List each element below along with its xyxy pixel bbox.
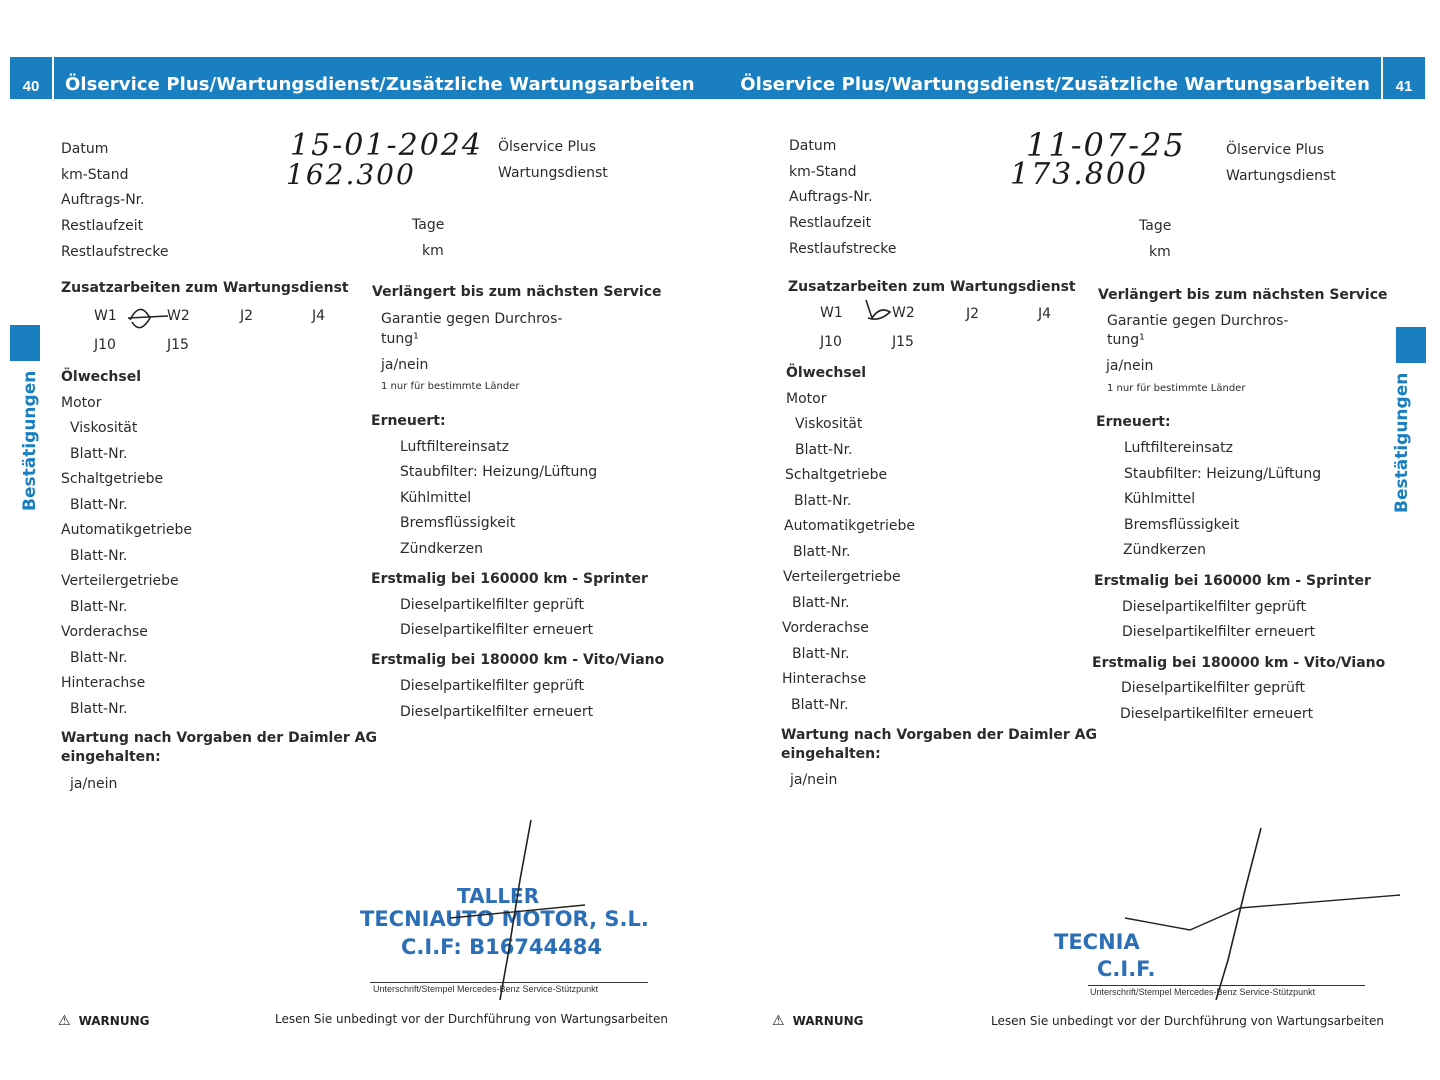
signature-caption: Unterschrift/Stempel Mercedes-Benz Service-Stützpunkt [1090,987,1316,997]
page-header [10,57,720,99]
daimler-answer: ja/nein [70,776,118,792]
erneuert-bremsfluessigkeit: Bremsflüssigkeit [1124,517,1240,533]
signature-caption: Unterschrift/Stempel Mercedes-Benz Service-Stützpunkt [373,984,599,994]
vito-dpf-geprueft: Dieselpartikelfilter geprüft [400,678,584,694]
oel-item-verteilergetriebe: Verteilergetriebe [61,573,179,589]
stamp-line-cif: C.I.F. [1097,957,1156,981]
option-j10: J10 [820,334,842,350]
checkmark-w1 [128,309,168,327]
erneuert-zuendkerzen: Zündkerzen [400,541,484,557]
unit-tage: Tage [412,217,445,233]
oel-item-hinterachse: Hinterachse [782,671,867,687]
oel-item-schaltgetriebe: Schaltgetriebe [785,467,888,483]
daimler-heading: Wartung nach Vorgaben der Daimler AG [781,727,1097,743]
garantie-label: Garantie gegen Durchros- [1107,313,1289,329]
daimler-heading-cont: eingehalten: [61,749,161,765]
side-tab-marker [10,325,40,361]
oel-item-blatt-nr: Blatt-Nr. [70,446,128,462]
oel-item-blatt-nr: Blatt-Nr. [70,497,128,513]
vito-heading: Erstmalig bei 180000 km - Vito/Viano [371,652,665,668]
erneuert-bremsfluessigkeit: Bremsflüssigkeit [400,515,516,531]
unit-tage: Tage [1139,218,1172,234]
oel-item-blatt-nr: Blatt-Nr. [70,548,128,564]
field-datum: Datum [61,141,109,157]
oel-item-vorderachse: Vorderachse [61,624,148,640]
option-w1: W1 [820,305,843,321]
signature-line [370,982,648,983]
oelwechsel-heading: Ölwechsel [61,369,142,385]
warning-notice [772,1013,863,1029]
zusatz-heading: Zusatzarbeiten zum Wartungsdienst [788,279,1076,295]
footnote: 1 nur für bestimmte Länder [1107,383,1246,394]
header-title: Ölservice Plus/Wartungsdienst/Zusätzliche Wartungsarbeiten [65,74,695,95]
erneuert-heading: Erneuert: [371,413,446,429]
garantie-answer: ja/nein [1106,358,1154,374]
erneuert-staubfilter: Staubfilter: Heizung/Lüftung [400,464,598,480]
handwritten-date: 11-07-25 [1026,126,1186,164]
oel-item-blatt-nr: Blatt-Nr. [794,493,852,509]
oel-item-blatt-nr: Blatt-Nr. [70,650,128,666]
garantie-answer: ja/nein [381,357,429,373]
signature-stroke [1216,828,1261,1000]
oel-item-verteilergetriebe: Verteilergetriebe [783,569,901,585]
sprinter-heading: Erstmalig bei 160000 km - Sprinter [371,571,648,587]
option-j4: J4 [1038,306,1052,322]
daimler-heading-cont: eingehalten: [781,746,881,762]
option-j2: J2 [966,306,980,322]
option-w2: W2 [167,308,190,324]
oel-item-motor: Motor [786,391,827,407]
service-oelservice-plus: Ölservice Plus [1226,142,1325,158]
stamp-line-taller: TALLER [457,884,540,908]
vito-dpf-erneuert: Dieselpartikelfilter erneuert [1120,706,1314,722]
erneuert-staubfilter: Staubfilter: Heizung/Lüftung [1124,466,1322,482]
oel-item-blatt-nr: Blatt-Nr. [70,599,128,615]
erneuert-kuehlmittel: Kühlmittel [1124,491,1196,507]
page-header [720,57,1425,99]
header-title: Ölservice Plus/Wartungsdienst/Zusätzliche Wartungsarbeiten [740,74,1370,95]
oel-item-motor: Motor [61,395,102,411]
verlaengert-heading: Verlängert bis zum nächsten Service [1098,287,1388,303]
erneuert-luftfilter: Luftfiltereinsatz [1124,440,1233,456]
warning-label: WARNUNG [792,1014,864,1028]
warning-notice [58,1013,149,1029]
sprinter-dpf-erneuert: Dieselpartikelfilter erneuert [1122,624,1316,640]
service-wartungsdienst: Wartungsdienst [498,165,608,181]
garantie-label: Garantie gegen Durchros- [381,311,563,327]
oel-item-viskositaet: Viskosität [795,416,863,432]
warning-label: WARNUNG [78,1014,150,1028]
checkmark-w1 [866,300,890,319]
handwritten-km: 173.800 [1010,157,1149,192]
option-j4: J4 [312,308,326,324]
stamp-line-company: TECNIAUTO MOTOR, S.L. [360,907,649,931]
erneuert-luftfilter: Luftfiltereinsatz [400,439,509,455]
option-j2: J2 [240,308,254,324]
option-w1: W1 [94,308,117,324]
field-km-stand: km-Stand [61,167,129,183]
page-number: 40 [10,57,54,99]
oel-item-viskositaet: Viskosität [70,420,138,436]
vito-dpf-geprueft: Dieselpartikelfilter geprüft [1121,680,1305,696]
zusatz-heading: Zusatzarbeiten zum Wartungsdienst [61,280,349,296]
right-page [720,0,1440,1080]
sprinter-heading: Erstmalig bei 160000 km - Sprinter [1094,573,1371,589]
daimler-answer: ja/nein [790,772,838,788]
stamp-line-cif: C.I.F: B16744484 [401,935,602,959]
option-w2: W2 [892,305,915,321]
sprinter-dpf-geprueft: Dieselpartikelfilter geprüft [1122,599,1306,615]
field-datum: Datum [789,138,837,154]
stamp-line-company: TECNIA [1054,930,1140,954]
sprinter-dpf-erneuert: Dieselpartikelfilter erneuert [400,622,594,638]
warning-triangle-icon: ⚠ [772,1013,785,1029]
side-tab-label: Bestätigungen [1392,372,1412,513]
oel-item-blatt-nr: Blatt-Nr. [795,442,853,458]
daimler-heading: Wartung nach Vorgaben der Daimler AG [61,730,377,746]
sprinter-dpf-geprueft: Dieselpartikelfilter geprüft [400,597,584,613]
field-restlaufstrecke: Restlaufstrecke [61,244,169,260]
garantie-label-cont: tung¹ [1107,332,1145,348]
oelwechsel-heading: Ölwechsel [786,365,867,381]
unit-km: km [422,243,444,259]
field-restlaufzeit: Restlaufzeit [61,218,144,234]
oel-item-schaltgetriebe: Schaltgetriebe [61,471,164,487]
side-tab-label: Bestätigungen [20,370,40,511]
oel-item-blatt-nr: Blatt-Nr. [70,701,128,717]
verlaengert-heading: Verlängert bis zum nächsten Service [372,284,662,300]
oel-item-hinterachse: Hinterachse [61,675,146,691]
handwritten-km: 162.300 [286,158,416,191]
vito-dpf-erneuert: Dieselpartikelfilter erneuert [400,704,594,720]
warning-triangle-icon: ⚠ [58,1013,71,1029]
signature-line [1088,985,1365,986]
field-auftrags-nr: Auftrags-Nr. [789,189,873,205]
handwritten-date: 15-01-2024 [290,128,483,163]
service-oelservice-plus: Ölservice Plus [498,139,597,155]
erneuert-heading: Erneuert: [1096,414,1171,430]
oel-item-blatt-nr: Blatt-Nr. [792,595,850,611]
option-j10: J10 [94,337,116,353]
signature-stroke [1125,895,1400,930]
footnote: 1 nur für bestimmte Länder [381,381,520,392]
service-wartungsdienst: Wartungsdienst [1226,168,1336,184]
option-j15: J15 [892,334,914,350]
page-number: 41 [1381,57,1425,99]
oel-item-blatt-nr: Blatt-Nr. [791,697,849,713]
field-restlaufzeit: Restlaufzeit [789,215,872,231]
oel-item-automatikgetriebe: Automatikgetriebe [784,518,915,534]
oel-item-blatt-nr: Blatt-Nr. [793,544,851,560]
field-km-stand: km-Stand [789,164,857,180]
footer-text: Lesen Sie unbedingt vor der Durchführung von Wartungsarbeiten [991,1014,1384,1028]
vito-heading: Erstmalig bei 180000 km - Vito/Viano [1092,655,1386,671]
erneuert-kuehlmittel: Kühlmittel [400,490,472,506]
option-j15: J15 [167,337,189,353]
oel-item-vorderachse: Vorderachse [782,620,869,636]
unit-km: km [1149,244,1171,260]
side-tab-marker [1396,327,1426,363]
oel-item-blatt-nr: Blatt-Nr. [792,646,850,662]
oel-item-automatikgetriebe: Automatikgetriebe [61,522,192,538]
erneuert-zuendkerzen: Zündkerzen [1123,542,1207,558]
field-restlaufstrecke: Restlaufstrecke [789,241,897,257]
garantie-label-cont: tung¹ [381,331,419,347]
field-auftrags-nr: Auftrags-Nr. [61,192,145,208]
footer-text: Lesen Sie unbedingt vor der Durchführung von Wartungsarbeiten [275,1012,668,1026]
